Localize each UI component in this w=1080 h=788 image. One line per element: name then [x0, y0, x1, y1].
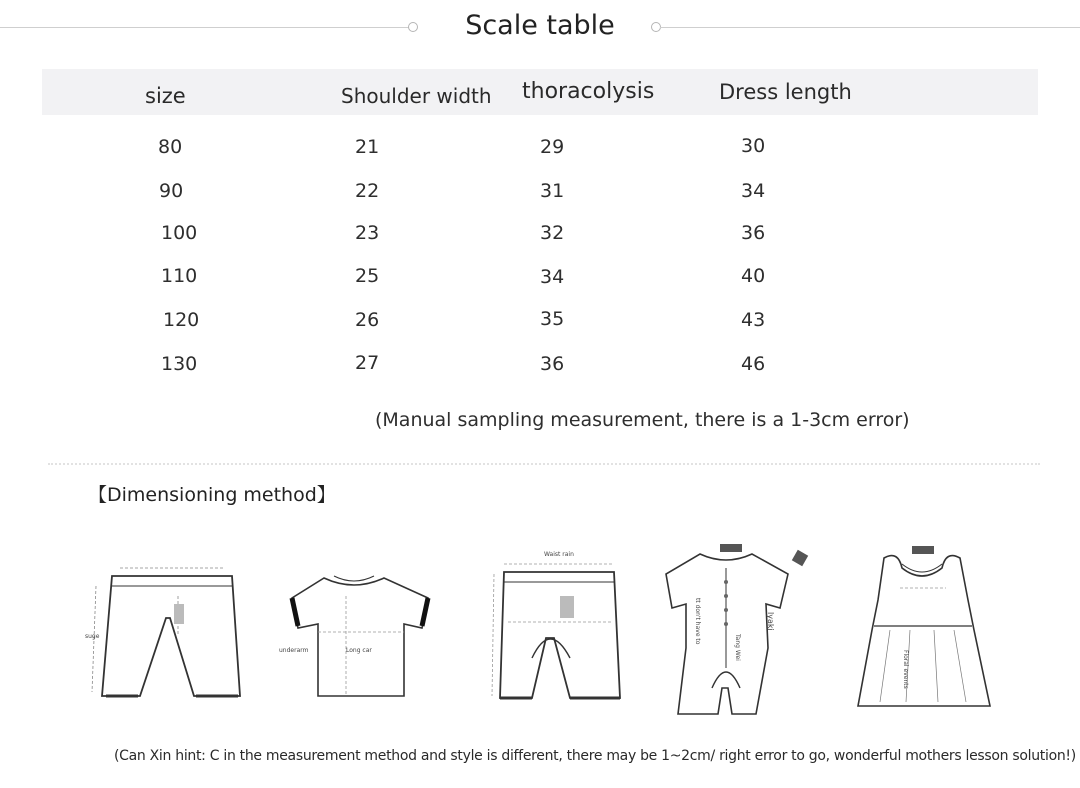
cell-dress-length: 30	[741, 135, 766, 157]
romper-label-c: lyaki	[766, 612, 775, 631]
dress-label: Floral events	[902, 650, 909, 689]
tshirt-label-length: Long car	[346, 647, 372, 654]
measurement-note: (Manual sampling measurement, there is a 1-3cm error)	[375, 409, 910, 431]
section-divider	[48, 463, 1040, 465]
column-header-dress-length: Dress length	[719, 80, 852, 104]
cell-thoracolysis: 36	[540, 353, 565, 375]
shorts-diagram	[82, 556, 252, 706]
section-title: 【Dimensioning method】	[88, 484, 336, 506]
column-header-thoracolysis: thoracolysis	[522, 79, 655, 104]
cell-thoracolysis: 31	[540, 180, 565, 202]
hint-text: (Can Xin hint: C in the measurement method and style is different, there may be 1~2cm/ right error to go, wonderful mothers lesson solution!)	[114, 748, 1076, 764]
title-divider-right	[660, 27, 1080, 28]
cell-thoracolysis: 32	[540, 222, 565, 244]
cell-dress-length: 34	[741, 180, 766, 202]
cell-thoracolysis: 34	[540, 266, 565, 288]
column-header-size: size	[145, 84, 186, 108]
cell-size: 120	[163, 309, 200, 331]
cell-dress-length: 46	[741, 353, 766, 375]
cell-dress-length: 36	[741, 222, 766, 244]
long-shorts-label: Waist rain	[544, 551, 574, 558]
cell-shoulder-width: 22	[355, 180, 380, 202]
column-header-shoulder-width: Shoulder width	[341, 84, 492, 108]
page-title: Scale table	[465, 10, 615, 41]
cell-size: 130	[161, 353, 198, 375]
cell-shoulder-width: 25	[355, 265, 380, 287]
tshirt-label-underarm: underarm	[279, 647, 309, 654]
cell-size: 110	[161, 265, 198, 287]
cell-size: 90	[159, 180, 184, 202]
cell-thoracolysis: 35	[540, 308, 565, 330]
romper-label-b: Tang Wei	[734, 634, 741, 661]
shorts-measure-label: suge	[85, 633, 100, 640]
cell-shoulder-width: 23	[355, 222, 380, 244]
romper-diagram	[656, 538, 816, 718]
cell-size: 80	[158, 136, 183, 158]
romper-label-a: tt don't have to	[694, 598, 701, 645]
title-bar	[0, 0, 1080, 56]
cell-size: 100	[161, 222, 198, 244]
cell-shoulder-width: 27	[355, 352, 380, 374]
cell-dress-length: 40	[741, 265, 766, 287]
tshirt-diagram	[276, 566, 446, 706]
long-shorts-diagram	[484, 546, 634, 706]
cell-thoracolysis: 29	[540, 136, 565, 158]
cell-dress-length: 43	[741, 309, 766, 331]
cell-shoulder-width: 26	[355, 309, 380, 331]
dress-diagram	[850, 540, 1000, 712]
cell-shoulder-width: 21	[355, 136, 380, 158]
